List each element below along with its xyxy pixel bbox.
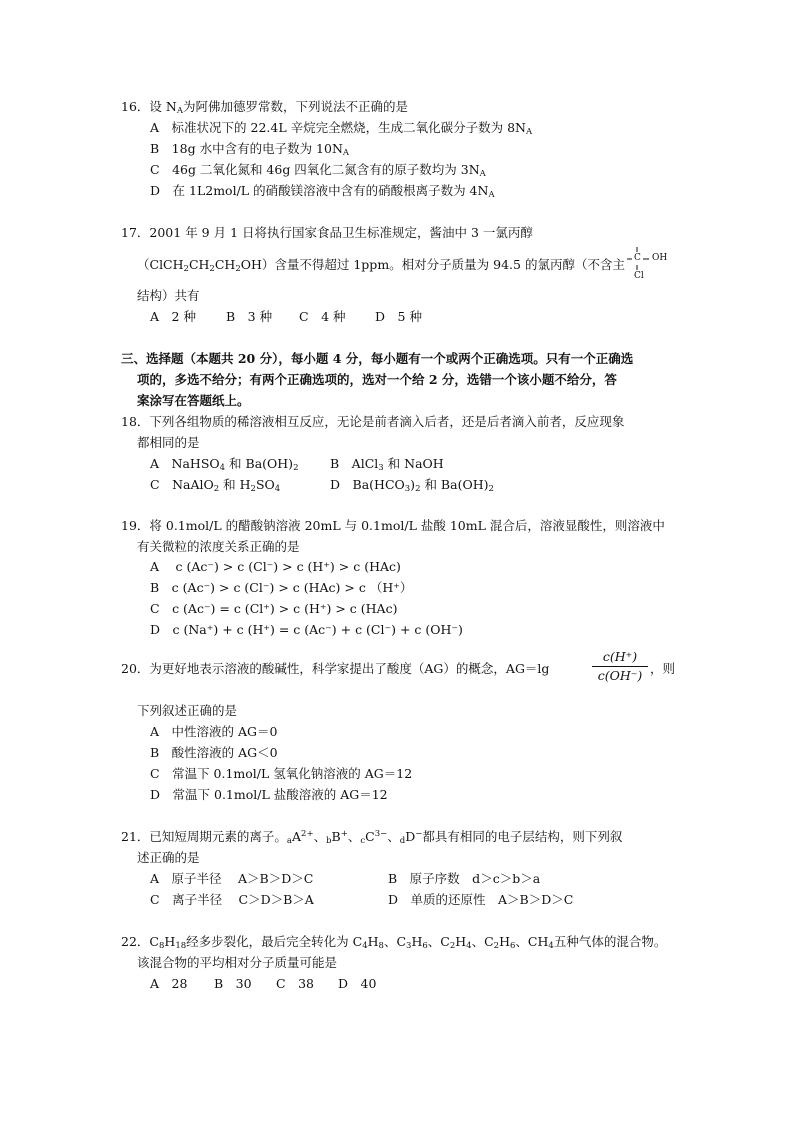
acidity-fraction (592, 648, 648, 685)
q18-option-a: A NaHSO$_4$ 和 $Ba(OH)_2$ (150, 456, 299, 473)
q17-formula-line: $(ClCH_2CH_2CH_2OH)$含量不得超过 1ppm。相对分子质量为 94.5 的氯丙醇（不含主 (137, 257, 625, 274)
q17-line3: 结构）共有 (137, 288, 200, 303)
q19-option-c: C c (Ac⁻) = c (Cl⁺) > c (H⁺) > c (HAc) (150, 601, 398, 616)
q16-stem: 16．设 $N_A$为阿佛加德罗常数，下列说法不正确的是 (121, 99, 408, 116)
q19-option-b: B c (Ac⁻) > c (Cl⁻) > c (HAc) > c （H⁺） (150, 580, 413, 595)
q22-options (150, 976, 376, 992)
section3-line3: 案涂写在答题纸上。 (137, 393, 250, 408)
q16-option-c: C 46g 二氧化氮和 46g 四氧化二氮含有的原子数均为 $3N_A$ (150, 162, 486, 179)
q17-option-b: B 3 种 (226, 309, 273, 324)
fraction-denominator: c(OH⁻) (592, 666, 648, 685)
q20-stem-1: 20．为更好地表示溶液的酸碱性，科学家提出了酸度（AG）的概念，AG＝lg (121, 661, 550, 676)
q22-stem-2: 该混合物的平均相对分子质量可能是 (137, 955, 338, 970)
struct-carbon-label: C (634, 253, 641, 263)
q18-option-c: C NaAlO$_2$ 和 $H_2SO_4$ (150, 477, 281, 494)
q22-stem-1: 22．$C_8H_{18}$经多步裂化，最后完全转化为 $C_4H_8$、$C_3H_6$、$C_2H_4$、$C_2H_6$、$CH_4$五种气体的混合物。 (121, 934, 667, 951)
q18-option-d: D $Ba(HCO_3)_2$ 和 $Ba(OH)_2$ (330, 477, 494, 494)
fraction-numerator: c(H⁺) (602, 649, 638, 664)
q17-options (150, 309, 422, 325)
q16-option-b: B 18g 水中含有的电子数为 $10N_A$ (150, 141, 350, 158)
q21-stem-1: 21．已知短周期元素的离子。$_aA^{2+}$、$_b$B+、$_cC^{3-}$、$_d$D−都具有相同的电子层结构，则下列叙 (121, 829, 623, 846)
q22-option-c: C 38 (276, 976, 314, 991)
q21-option-a: A 原子半径 A＞B＞D＞C (150, 871, 314, 886)
section3-line1: 三、选择题（本题共 20 分），每小题 4 分，每小题有一个或两个正确选项。只有一个正确选 (121, 351, 634, 366)
q20-option-b: B 酸性溶液的 AG＜0 (150, 745, 278, 760)
q19-option-a: A c (Ac⁻) > c (Cl⁻) > c (H⁺) > c (HAc) (150, 559, 401, 574)
q16-option-d: D 在 1L2mol/L 的硝酸镁溶液中含有的硝酸根离子数为 $4N_A$ (150, 183, 495, 200)
q17-option-a: A 2 种 (150, 309, 196, 324)
q18-option-b: B AlCl$_3$ 和 NaOH (330, 456, 444, 473)
q22-option-a: A 28 (150, 976, 188, 991)
chlorine-carbon-structure (620, 244, 680, 284)
q21-stem-2: 述正确的是 (137, 850, 200, 865)
q21-option-c: C 离子半径 C＞D＞B＞A (150, 892, 314, 907)
q17-option-c: C 4 种 (299, 309, 346, 324)
q16-option-a: A 标准状况下的 22.4L 辛烷完全燃烧，生成二氧化碳分子数为 $8N_A$ (150, 120, 533, 137)
q21-option-d: D 单质的还原性 A＞B＞D＞C (388, 892, 574, 907)
struct-cl-label: Cl (634, 271, 644, 281)
q19-stem-1: 19．将 0.1mol/L 的醋酸钠溶液 20mL 与 0.1mol/L 盐酸 10mL 混合后，溶液显酸性，则溶液中 (121, 518, 665, 533)
q19-stem-2: 有关微粒的浓度关系正确的是 (137, 539, 300, 554)
q21-option-b: B 原子序数 d＞c＞b＞a (388, 871, 541, 886)
q17-option-d: D 5 种 (375, 309, 422, 324)
q18-stem-2: 都相同的是 (137, 435, 200, 450)
struct-oh-label: OH (652, 253, 668, 263)
q20-option-c: C 常温下 0.1mol/L 氢氧化钠溶液的 AG＝12 (150, 766, 413, 781)
section3-line2: 项的，多选不给分；有两个正确选项的，选对一个给 2 分，选错一个该小题不给分，答 (137, 372, 617, 387)
q20-option-d: D 常温下 0.1mol/L 盐酸溶液的 AG＝12 (150, 787, 388, 802)
q20-stem-tail: ，则 (650, 661, 676, 676)
q20-stem-2: 下列叙述正确的是 (137, 703, 238, 718)
q17-stem: 17．2001 年 9 月 1 日将执行国家食品卫生标准规定，酱油中 3 一氯丙醇 (121, 225, 533, 240)
q22-option-b: B 30 (214, 976, 252, 991)
q20-option-a: A 中性溶液的 AG＝0 (150, 724, 278, 739)
q18-stem-1: 18．下列各组物质的稀溶液相互反应，无论是前者滴入后者，还是后者滴入前者，反应现象 (121, 414, 625, 429)
q22-option-d: D 40 (338, 976, 377, 991)
q19-option-d: D c (Na⁺) + c (H⁺) = c (Ac⁻) + c (Cl⁻) + c (OH⁻) (150, 622, 463, 637)
